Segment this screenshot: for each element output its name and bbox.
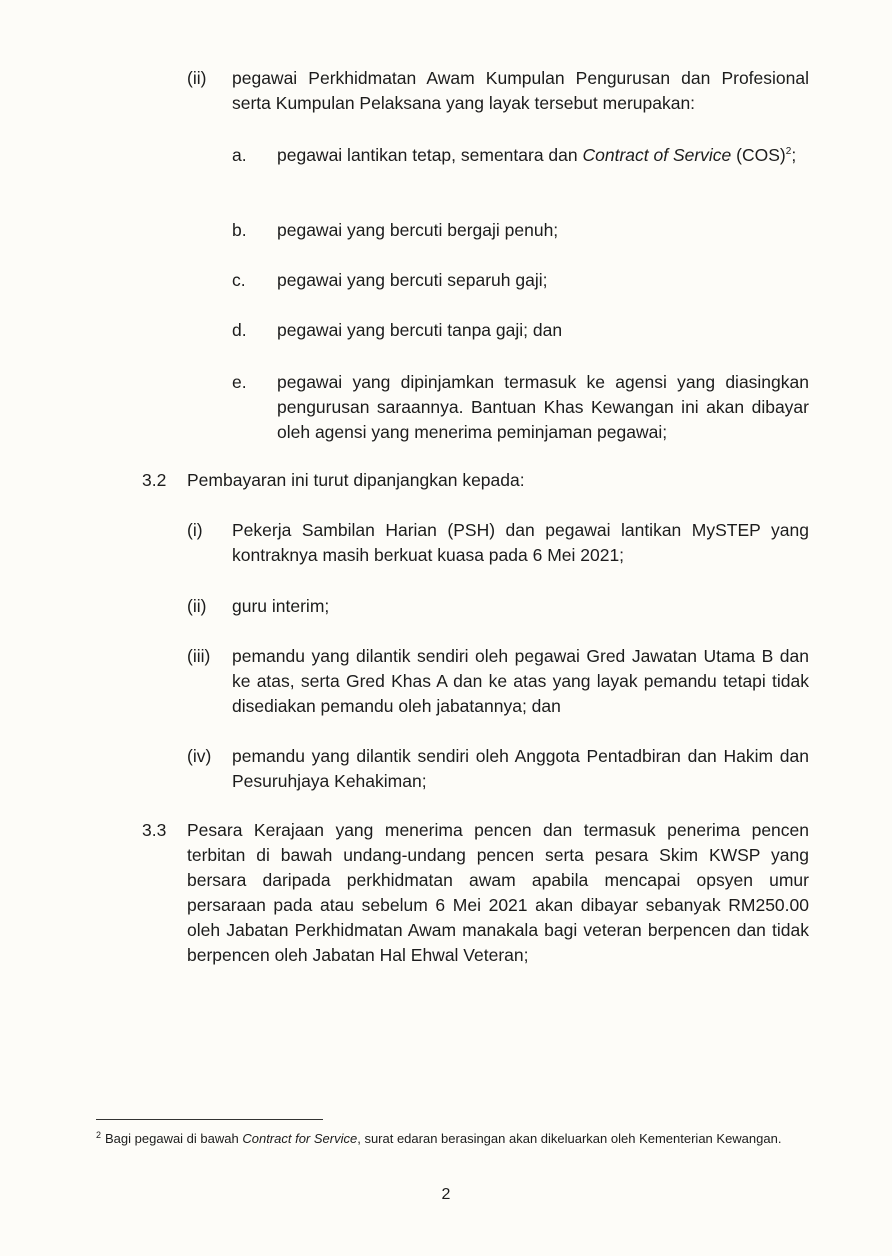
subitem-marker: c. — [232, 270, 246, 290]
item-text: pemandu yang dilantik sendiri oleh pegawai Gred Jawatan Utama B dan ke atas, serta Gred Khas A dan ke atas yang layak pemandu tetapi tidak disediakan pemandu oleh jabatannya; dan — [232, 646, 809, 716]
subitem-text: pegawai yang bercuti separuh gaji; — [277, 270, 548, 290]
item-text: pemandu yang dilantik sendiri oleh Anggota Pentadbiran dan Hakim dan Pesuruhjaya Kehakiman; — [232, 746, 809, 791]
item-text: pegawai Perkhidmatan Awam Kumpulan Pengurusan dan Profesional serta Kumpulan Pelaksana yang layak tersebut merupakan: — [232, 68, 809, 113]
subitem-marker: e. — [232, 372, 247, 392]
subitem-marker: a. — [232, 145, 247, 165]
subitem-text: pegawai lantikan tetap, sementara dan Contract of Service (COS)$^2$; — [277, 145, 797, 165]
item-marker: (ii) — [187, 596, 207, 616]
footnote: $^2$ Bagi pegawai di bawah Contract for Service, surat edaran berasingan akan dikeluarkan oleh Kementerian Kewangan. — [96, 1129, 782, 1146]
footnote-separator — [96, 1119, 323, 1120]
subitem-text: pegawai yang bercuti bergaji penuh; — [277, 220, 559, 240]
footnote-ref: 2 — [785, 146, 792, 158]
subitem-marker: d. — [232, 320, 247, 340]
subitem-marker: b. — [232, 220, 247, 240]
section-text: Pesara Kerajaan yang menerima pencen dan termasuk penerima pencen terbitan di bawah undang-undang pencen serta pesara Skim KWSP yang bersara daripada perkhidmatan awam apabila mencapai opsyen umur persaraan pada atau sebelum 6 Mei 2021 akan dibayar sebanyak RM250.00 oleh Jabatan Perkhidmatan Awam manakala bagi veteran berpencen dan tidak berpencen oleh Jabatan Hal Ehwal Veteran; — [187, 820, 809, 965]
item-marker: (ii) — [187, 68, 207, 88]
item-text: Pekerja Sambilan Harian (PSH) dan pegawai lantikan MySTEP yang kontraknya masih berkuat kuasa pada 6 Mei 2021; — [232, 520, 809, 565]
item-marker: (i) — [187, 520, 203, 540]
item-marker: (iii) — [187, 646, 211, 666]
section-text: Pembayaran ini turut dipanjangkan kepada: — [187, 470, 525, 490]
subitem-text: pegawai yang bercuti tanpa gaji; dan — [277, 320, 563, 340]
section-number: 3.3 — [142, 820, 167, 840]
page-number: 2 — [441, 1186, 451, 1203]
item-marker: (iv) — [187, 746, 212, 766]
section-number: 3.2 — [142, 470, 167, 490]
item-text: guru interim; — [232, 596, 330, 616]
subitem-text: pegawai yang dipinjamkan termasuk ke agensi yang diasingkan pengurusan saraannya. Bantuan Khas Kewangan ini akan dibayar oleh agensi yang menerima peminjaman pegawai; — [277, 372, 809, 442]
